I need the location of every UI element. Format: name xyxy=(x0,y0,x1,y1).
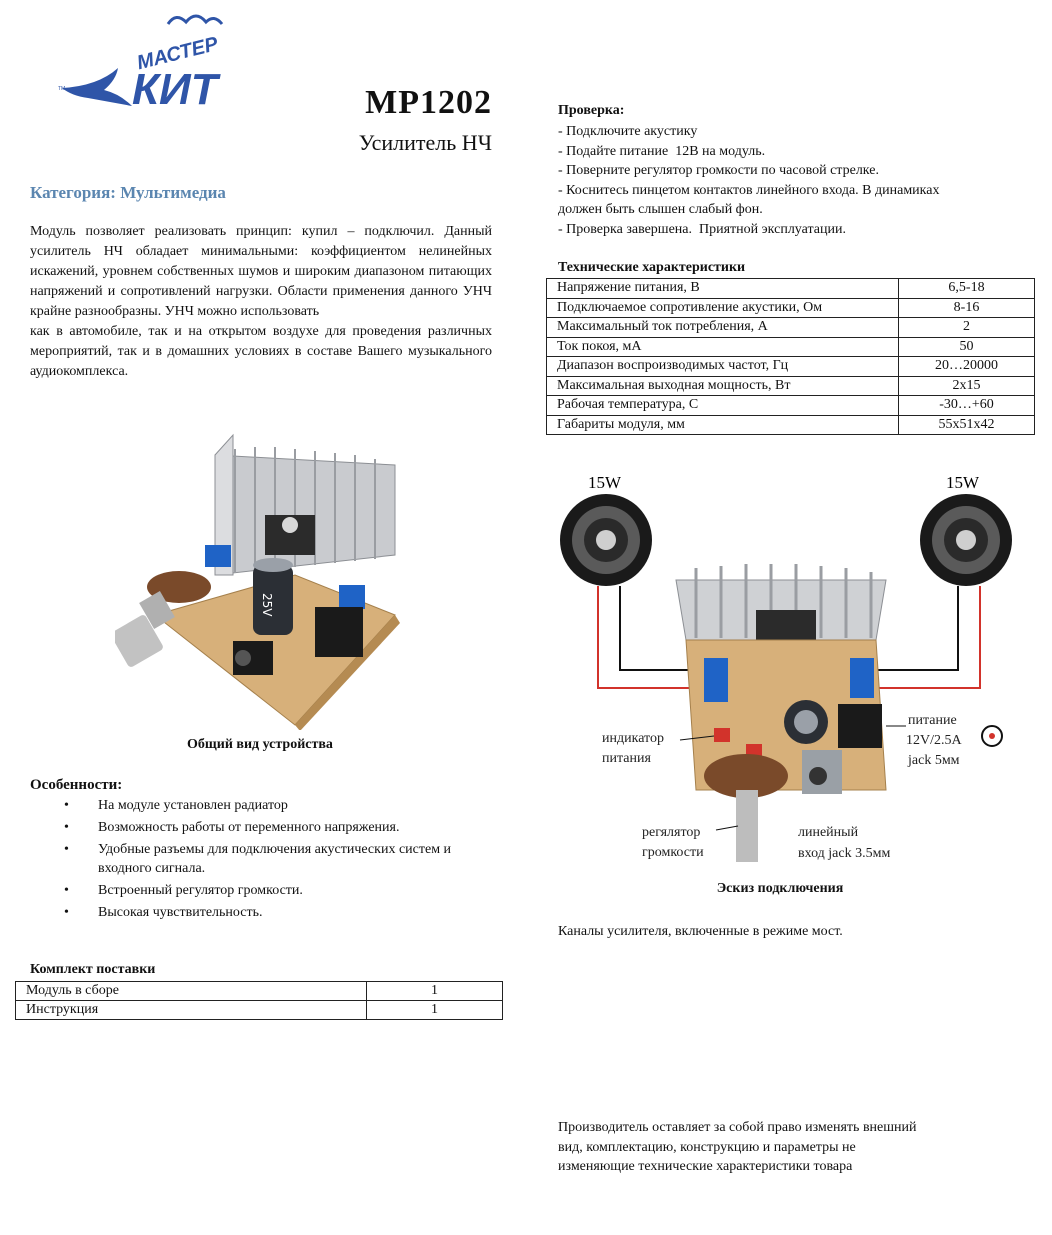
spec-name: Максимальная выходная мощность, Вт xyxy=(547,376,899,396)
table-row xyxy=(547,279,1035,299)
diagram-caption: Эскиз подключения xyxy=(716,881,844,896)
specs-title: Технические характеристики xyxy=(558,260,746,275)
terminal-block-icon xyxy=(704,658,728,702)
line-in-label: линейный вход jack 3.5мм xyxy=(798,825,891,861)
spec-name: Ток покоя, мА xyxy=(547,337,899,357)
table-row xyxy=(16,1001,503,1020)
master-kit-logo xyxy=(58,10,258,110)
connection-diagram xyxy=(556,460,1036,880)
right-speaker-icon xyxy=(920,494,1012,586)
spec-name: Диапазон воспроизводимых частот, Гц xyxy=(547,357,899,377)
list-item: • Высокая чувствительность. xyxy=(64,903,494,922)
list-item: • Встроенный регулятор громкости. xyxy=(64,881,494,900)
power-label: питание 12V/2.5A jack 5мм xyxy=(906,713,961,768)
volume-label: регялятор громкости xyxy=(642,825,704,860)
photo-caption: Общий вид устройства xyxy=(187,737,333,752)
volume-knob-icon xyxy=(736,790,758,862)
disclaimer-line: изменяющие технические характеристики товара xyxy=(558,1159,853,1174)
kit-item-name: Инструкция xyxy=(16,1001,367,1020)
features-list xyxy=(64,796,494,925)
kit-table xyxy=(15,981,503,1020)
table-row xyxy=(547,337,1035,357)
mounting-screw-icon xyxy=(282,517,298,533)
terminal-block-icon xyxy=(339,585,365,609)
spec-value: 50 xyxy=(899,337,1035,357)
table-row xyxy=(547,376,1035,396)
spec-value: 6,5-18 xyxy=(899,279,1035,299)
device-photo xyxy=(115,425,415,730)
list-item: - Проверка завершена. Приятной эксплуатации. xyxy=(558,221,846,237)
spec-value: 2х15 xyxy=(899,376,1035,396)
list-item: - Коснитесь пинцетом контактов линейного входа. В динамиках должен быть слышен слабый фон. xyxy=(558,182,943,217)
list-item: - Поверните регулятор громкости по часовой стрелке. xyxy=(558,163,879,178)
disclaimer xyxy=(558,1118,1008,1177)
table-row xyxy=(547,318,1035,338)
whale-icon xyxy=(62,68,132,106)
list-item: • На модуле установлен радиатор xyxy=(64,796,494,815)
intro-paragraph-1: Модуль позволяет реализовать принцип: купил – подключил. Данный усилитель НЧ обладает минимальными: коэффициентом нелинейных искажений, уровнем собственных шумов и широким диапазоном питающих напряжений и сопротивлений нагрузки. Области применения данного УНЧ крайне разнообразны. УНЧ можно использовать xyxy=(30,224,492,319)
intro-paragraph-2: как в автомобиле, так и на открытом воздухе для проведения различных мероприятий, так и в домашних условиях в составе Вашего музыкального аудиокомплекса. xyxy=(30,324,492,379)
terminal-block-icon xyxy=(850,658,874,698)
disclaimer-line: вид, комплектацию, конструкцию и параметры не xyxy=(558,1139,856,1155)
kit-title: Комплект поставки xyxy=(30,962,156,977)
logo-line1: МАСТЕР xyxy=(134,33,221,75)
logo-line2: КИТ xyxy=(132,65,218,110)
indicator-label: индикатор питания xyxy=(602,731,664,766)
model-subtitle: Усилитель НЧ xyxy=(358,130,492,155)
disclaimer-line: Производитель оставляет за собой право изменять внешний xyxy=(558,1120,917,1135)
list-item: • Удобные разъемы для подключения акустических систем и входного сигнала. xyxy=(64,840,494,878)
list-item: - Подайте питание 12В на модуль. xyxy=(558,143,766,159)
spec-value: -30…+60 xyxy=(899,396,1035,416)
features-title: Особенности: xyxy=(30,777,123,793)
specs-table xyxy=(546,278,1035,435)
spec-name: Рабочая температура, С xyxy=(547,396,899,416)
table-row xyxy=(547,298,1035,318)
kit-item-qty: 1 xyxy=(367,982,503,1001)
list-item: - Подключите акустику xyxy=(558,124,698,139)
list-item: • Возможность работы от переменного напряжения. xyxy=(64,818,494,837)
check-list xyxy=(558,122,978,239)
spec-value: 2 xyxy=(899,318,1035,338)
capacitor-label: 25V xyxy=(260,593,274,617)
logo-tm: TM xyxy=(58,86,66,92)
power-jack-icon xyxy=(315,607,363,657)
spec-name: Напряжение питания, В xyxy=(547,279,899,299)
power-jack-icon xyxy=(838,704,882,748)
left-speaker-power: 15W xyxy=(588,473,622,492)
terminal-block-icon xyxy=(205,545,231,567)
spec-value: 20…20000 xyxy=(899,357,1035,377)
spec-value: 55х51х42 xyxy=(899,415,1035,435)
spec-name: Подключаемое сопротивление акустики, Ом xyxy=(547,298,899,318)
power-led-icon xyxy=(714,728,730,742)
spec-name: Габариты модуля, мм xyxy=(547,415,899,435)
right-speaker-power: 15W xyxy=(946,473,980,492)
category-label: Категория: Мультимедиа xyxy=(30,183,226,202)
table-row xyxy=(547,415,1035,435)
channels-note: Каналы усилителя, включенные в режиме мост. xyxy=(558,924,843,939)
left-speaker-icon xyxy=(560,494,652,586)
table-row xyxy=(547,396,1035,416)
table-row xyxy=(16,982,503,1001)
kit-item-qty: 1 xyxy=(367,1001,503,1020)
table-row xyxy=(547,357,1035,377)
model-title: MP1202 xyxy=(365,84,492,121)
kit-item-name: Модуль в сборе xyxy=(16,982,367,1001)
check-title: Проверка: xyxy=(558,103,625,118)
spec-value: 8-16 xyxy=(899,298,1035,318)
spec-name: Максимальный ток потребления, А xyxy=(547,318,899,338)
intro-text xyxy=(30,222,492,382)
